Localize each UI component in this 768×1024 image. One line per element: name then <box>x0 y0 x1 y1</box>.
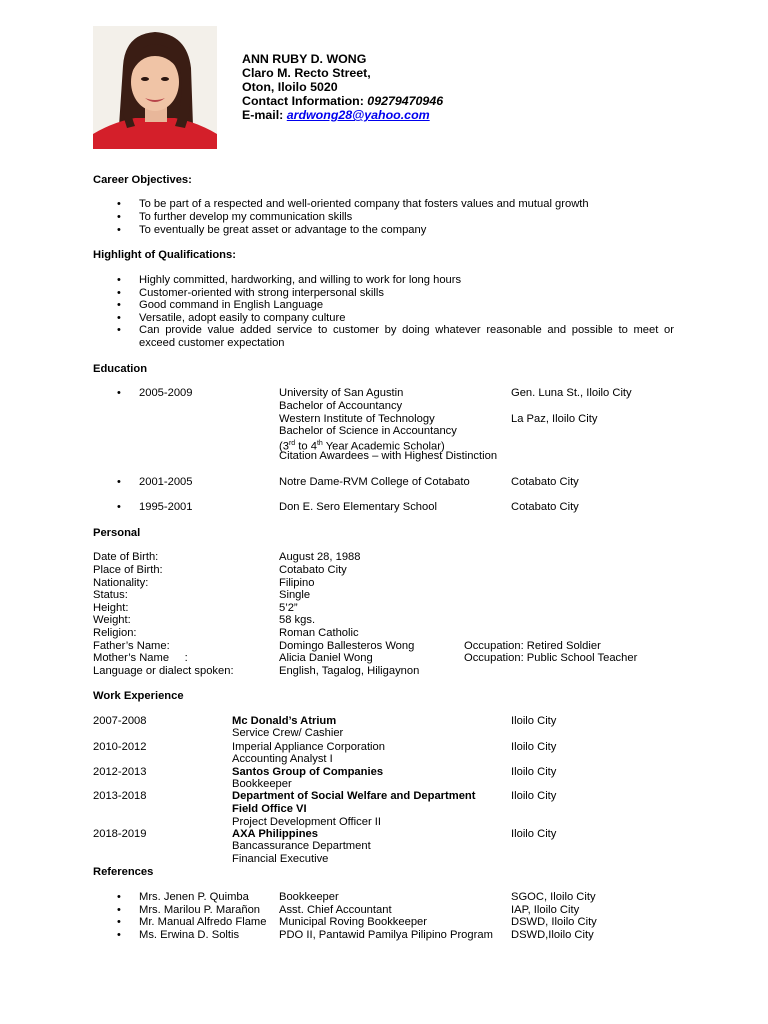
email-label: E-mail: <box>242 108 284 122</box>
personal-value: 5’2” <box>279 602 298 614</box>
reference-name: Ms. Erwina D. Soltis <box>139 929 240 941</box>
personal-label: Language or dialect spoken: <box>93 665 234 677</box>
personal-value: Domingo Ballesteros Wong <box>279 640 415 652</box>
work-company-office: Field Office VI <box>232 803 307 815</box>
reference-position: Bookkeeper <box>279 891 339 903</box>
scholar-text: to 4 <box>295 440 317 453</box>
reference-organization: DSWD,Iloilo City <box>511 929 594 941</box>
personal-value: English, Tagalog, Hiligaynon <box>279 665 420 677</box>
career-objective-item: To be part of a respected and well-oriented company that fosters values and mutual growth <box>139 198 589 210</box>
applicant-name: ANN RUBY D. WONG <box>242 52 367 66</box>
education-heading: Education <box>93 363 148 375</box>
work-location: Iloilo City <box>511 790 557 802</box>
contact-label: Contact Information: <box>242 94 364 108</box>
work-company: Mc Donald’s Atrium <box>232 715 337 727</box>
contact-number: 09279470946 <box>367 94 444 108</box>
work-company: Imperial Appliance Corporation <box>232 741 385 753</box>
work-location: Iloilo City <box>511 741 557 753</box>
work-role: Accounting Analyst I <box>232 753 333 765</box>
education-location: Cotabato City <box>511 476 579 488</box>
bullet-icon: • <box>117 891 121 903</box>
personal-label: Weight: <box>93 614 131 626</box>
qualification-item: Can provide value added service to customer by doing whatever reasonable and possible to meet or exceed customer expectation <box>139 324 674 349</box>
education-school: University of San Agustin <box>279 387 404 399</box>
qualification-item: Versatile, adopt easily to company culture <box>139 312 346 324</box>
bullet-icon: • <box>117 224 121 236</box>
qualification-item: Customer-oriented with strong interpersonal skills <box>139 287 384 299</box>
reference-organization: DSWD, Iloilo City <box>511 916 597 928</box>
bullet-icon: • <box>117 916 121 928</box>
bullet-icon: • <box>117 501 121 513</box>
personal-label: Place of Birth: <box>93 564 163 576</box>
education-years: 1995-2001 <box>139 501 193 513</box>
personal-heading: Personal <box>93 527 141 539</box>
bullet-icon: • <box>117 929 121 941</box>
bullet-icon: • <box>117 211 121 223</box>
bullet-icon: • <box>117 198 121 210</box>
career-objective-item: To further develop my communication skills <box>139 211 353 223</box>
email-link[interactable]: ardwong28@yahoo.com <box>286 108 430 122</box>
qualification-item: Highly committed, hardworking, and willing to work for long hours <box>139 274 462 286</box>
education-school: Notre Dame-RVM College of Cotabato <box>279 476 470 488</box>
work-years: 2012-2013 <box>93 766 147 778</box>
address-line-1: Claro M. Recto Street, <box>242 66 371 80</box>
work-experience-heading: Work Experience <box>93 690 184 702</box>
qualification-item: Good command in English Language <box>139 299 324 311</box>
personal-value: Filipino <box>279 577 315 589</box>
reference-organization: IAP, Iloilo City <box>511 904 580 916</box>
work-role: Bookkeeper <box>232 778 292 790</box>
work-role: Project Development Officer II <box>232 816 382 828</box>
career-objectives-heading: Career Objectives: <box>93 174 192 186</box>
personal-value: 58 kgs. <box>279 614 316 626</box>
education-citation: Citation Awardees – with Highest Distinction <box>279 450 498 462</box>
bullet-icon: • <box>117 476 121 488</box>
bullet-icon: • <box>117 274 121 286</box>
education-years: 2005-2009 <box>139 387 193 399</box>
education-degree: Bachelor of Accountancy <box>279 400 403 412</box>
contact-line <box>242 94 443 108</box>
work-role: Service Crew/ Cashier <box>232 727 344 739</box>
reference-organization: SGOC, Iloilo City <box>511 891 596 903</box>
work-location: Iloilo City <box>511 715 557 727</box>
work-company: Department of Social Welfare and Department <box>232 790 476 802</box>
qualifications-heading: Highlight of Qualifications: <box>93 249 236 261</box>
work-company: AXA Philippines <box>232 828 318 840</box>
personal-value: Single <box>279 589 311 601</box>
bullet-icon: • <box>117 299 121 311</box>
education-school: Western Institute of Technology <box>279 413 435 425</box>
career-objective-item: To eventually be great asset or advantage to the company <box>139 224 427 236</box>
personal-label: Mother’s Name : <box>93 652 188 664</box>
references-heading: References <box>93 866 154 878</box>
reference-position: Municipal Roving Bookkeeper <box>279 916 428 928</box>
personal-label: Status: <box>93 589 128 601</box>
bullet-icon: • <box>117 324 121 336</box>
personal-label: Nationality: <box>93 577 149 589</box>
work-years: 2007-2008 <box>93 715 147 727</box>
bullet-icon: • <box>117 312 121 324</box>
work-company: Santos Group of Companies <box>232 766 384 778</box>
education-location: Gen. Luna St., Iloilo City <box>511 387 632 399</box>
personal-occupation: Occupation: Retired Soldier <box>464 640 601 652</box>
personal-label: Religion: <box>93 627 137 639</box>
work-location: Iloilo City <box>511 828 557 840</box>
bullet-icon: • <box>117 287 121 299</box>
work-role: Financial Executive <box>232 853 329 865</box>
profile-photo <box>93 26 217 149</box>
education-school: Don E. Sero Elementary School <box>279 501 437 513</box>
personal-label: Date of Birth: <box>93 551 159 563</box>
scholar-text: (3 <box>279 440 289 453</box>
reference-position: PDO II, Pantawid Pamilya Pilipino Program <box>279 929 493 941</box>
personal-label: Height: <box>93 602 129 614</box>
education-years: 2001-2005 <box>139 476 193 488</box>
scholar-text: Year Academic Scholar) <box>322 440 445 453</box>
work-years: 2013-2018 <box>93 790 147 802</box>
reference-name: Mr. Manual Alfredo Flame <box>139 916 267 928</box>
address-line-2: Oton, Iloilo 5020 <box>242 80 338 94</box>
personal-value: Alicia Daniel Wong <box>279 652 373 664</box>
reference-position: Asst. Chief Accountant <box>279 904 392 916</box>
education-location: Cotabato City <box>511 501 579 513</box>
education-location: La Paz, Iloilo City <box>511 413 598 425</box>
personal-label: Father’s Name: <box>93 640 170 652</box>
personal-value: Cotabato City <box>279 564 347 576</box>
reference-name: Mrs. Jenen P. Quimba <box>139 891 249 903</box>
education-degree: Bachelor of Science in Accountancy <box>279 425 457 437</box>
scholar-superscript: th <box>316 440 323 447</box>
bullet-icon: • <box>117 387 121 399</box>
work-role: Bancassurance Department <box>232 840 371 852</box>
reference-name: Mrs. Marilou P. Marañon <box>139 904 261 916</box>
personal-value: Roman Catholic <box>279 627 359 639</box>
email-line <box>242 108 430 122</box>
personal-occupation: Occupation: Public School Teacher <box>464 652 638 664</box>
work-location: Iloilo City <box>511 766 557 778</box>
work-years: 2018-2019 <box>93 828 147 840</box>
work-years: 2010-2012 <box>93 741 147 753</box>
scholar-superscript: rd <box>288 440 296 447</box>
personal-value: August 28, 1988 <box>279 551 361 563</box>
bullet-icon: • <box>117 904 121 916</box>
